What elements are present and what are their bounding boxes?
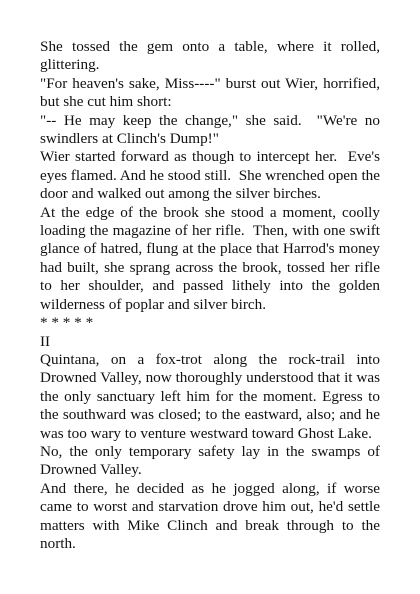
paragraph: Wier started forward as though to intercept her. Eve's eyes flamed. And he stood still. She wrenched open the door and walked out among the silver birches. — [40, 148, 384, 203]
document-page — [40, 38, 384, 553]
paragraph: "-- He may keep the change," she said. "We're no swindlers at Clinch's Dump!" — [40, 111, 384, 148]
paragraph: No, the only temporary safety lay in the swamps of Drowned Valley. — [40, 442, 384, 479]
paragraph: Quintana, on a fox-trot along the rock-trail into Drowned Valley, now thoroughly understood that it was the only sanctuary left him for the moment. Egress to the southward was closed; to the eastward, also; and he was too wary to venture westward toward Ghost Lake. — [40, 350, 384, 442]
paragraph: At the edge of the brook she stood a moment, coolly loading the magazine of her rifle. Then, with one swift glance of hatred, flung at the place that Harrod's money had built, she sprang across the brook, tossed her rifle to her shoulder, and passed lithely into the golden wilderness of poplar and silver birch. — [40, 203, 384, 313]
chapter-number: II — [40, 332, 51, 350]
section-break: * * * * * — [40, 314, 94, 332]
paragraph: She tossed the gem onto a table, where it rolled, glittering. — [40, 38, 384, 74]
paragraph: "For heaven's sake, Miss----" burst out Wier, horrified, but she cut him short: — [40, 74, 384, 111]
paragraph: And there, he decided as he jogged along, if worse came to worst and starvation drove him out, he'd settle matters with Mike Clinch and break through to the north. — [40, 479, 384, 552]
